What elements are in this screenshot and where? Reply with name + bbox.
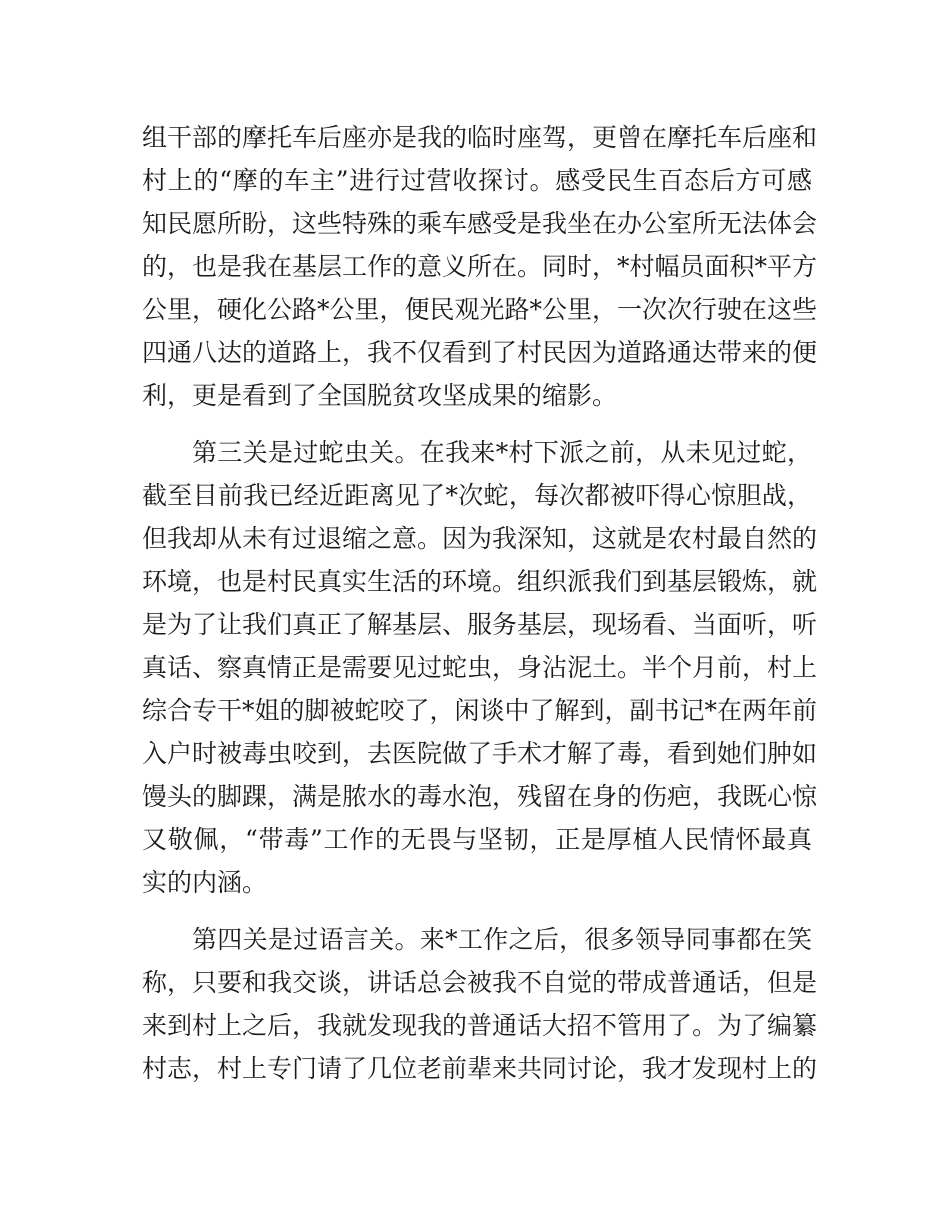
text-line: 实的内涵。 xyxy=(142,868,268,897)
paragraph-snakes-insects xyxy=(142,431,818,904)
paragraph-transport xyxy=(142,116,818,417)
text-line: 但我却从未有过退缩之意。因为我深知，这就是农村最自然的 xyxy=(142,524,818,553)
text-line: 村志，村上专门请了几位老前辈来共同讨论，我才发现村上的 xyxy=(142,1054,818,1083)
text-line: 四通八达的道路上，我不仅看到了村民因为道路通达带来的便 xyxy=(142,338,818,367)
text-line: 环境，也是村民真实生活的环境。组织派我们到基层锻炼，就 xyxy=(142,567,818,596)
document-body xyxy=(142,116,818,1090)
text-line: 称，只要和我交谈，讲话总会被我不自觉的带成普通话，但是 xyxy=(142,968,818,997)
paragraph-language xyxy=(142,918,818,1090)
text-line: 第三关是过蛇虫关。在我来*村下派之前，从未见过蛇， xyxy=(192,438,812,467)
text-line: 截至目前我已经近距离见了*次蛇，每次都被吓得心惊胆战， xyxy=(142,481,812,510)
text-line: 第四关是过语言关。来*工作之后，很多领导同事都在笑 xyxy=(192,925,812,954)
text-line: 组干部的摩托车后座亦是我的临时座驾，更曾在摩托车后座和 xyxy=(142,123,818,152)
text-line: 知民愿所盼，这些特殊的乘车感受是我坐在办公室所无法体会 xyxy=(142,209,818,238)
text-line: 公里，硬化公路*公里，便民观光路*公里，一次次行驶在这些 xyxy=(142,295,818,324)
text-line: 利，更是看到了全国脱贫攻坚成果的缩影。 xyxy=(142,381,618,410)
text-line: 综合专干*姐的脚被蛇咬了，闲谈中了解到，副书记*在两年前 xyxy=(142,696,818,725)
text-line: 是为了让我们真正了解基层、服务基层，现场看、当面听，听 xyxy=(142,610,818,639)
text-line: 又敬佩，“带毒”工作的无畏与坚韧，正是厚植人民情怀最真 xyxy=(142,825,812,854)
text-line: 的，也是我在基层工作的意义所在。同时，*村幅员面积*平方 xyxy=(142,252,818,281)
text-line: 入户时被毒虫咬到，去医院做了手术才解了毒，看到她们肿如 xyxy=(142,739,818,768)
text-line: 来到村上之后，我就发现我的普通话大招不管用了。为了编纂 xyxy=(142,1011,818,1040)
text-line: 馒头的脚踝，满是脓水的毒水泡，残留在身的伤疤，我既心惊 xyxy=(142,782,818,811)
text-line: 真话、察真情正是需要见过蛇虫，身沾泥土。半个月前，村上 xyxy=(142,653,818,682)
text-line: 村上的“摩的车主”进行过营收探讨。感受民生百态后方可感 xyxy=(142,166,812,195)
